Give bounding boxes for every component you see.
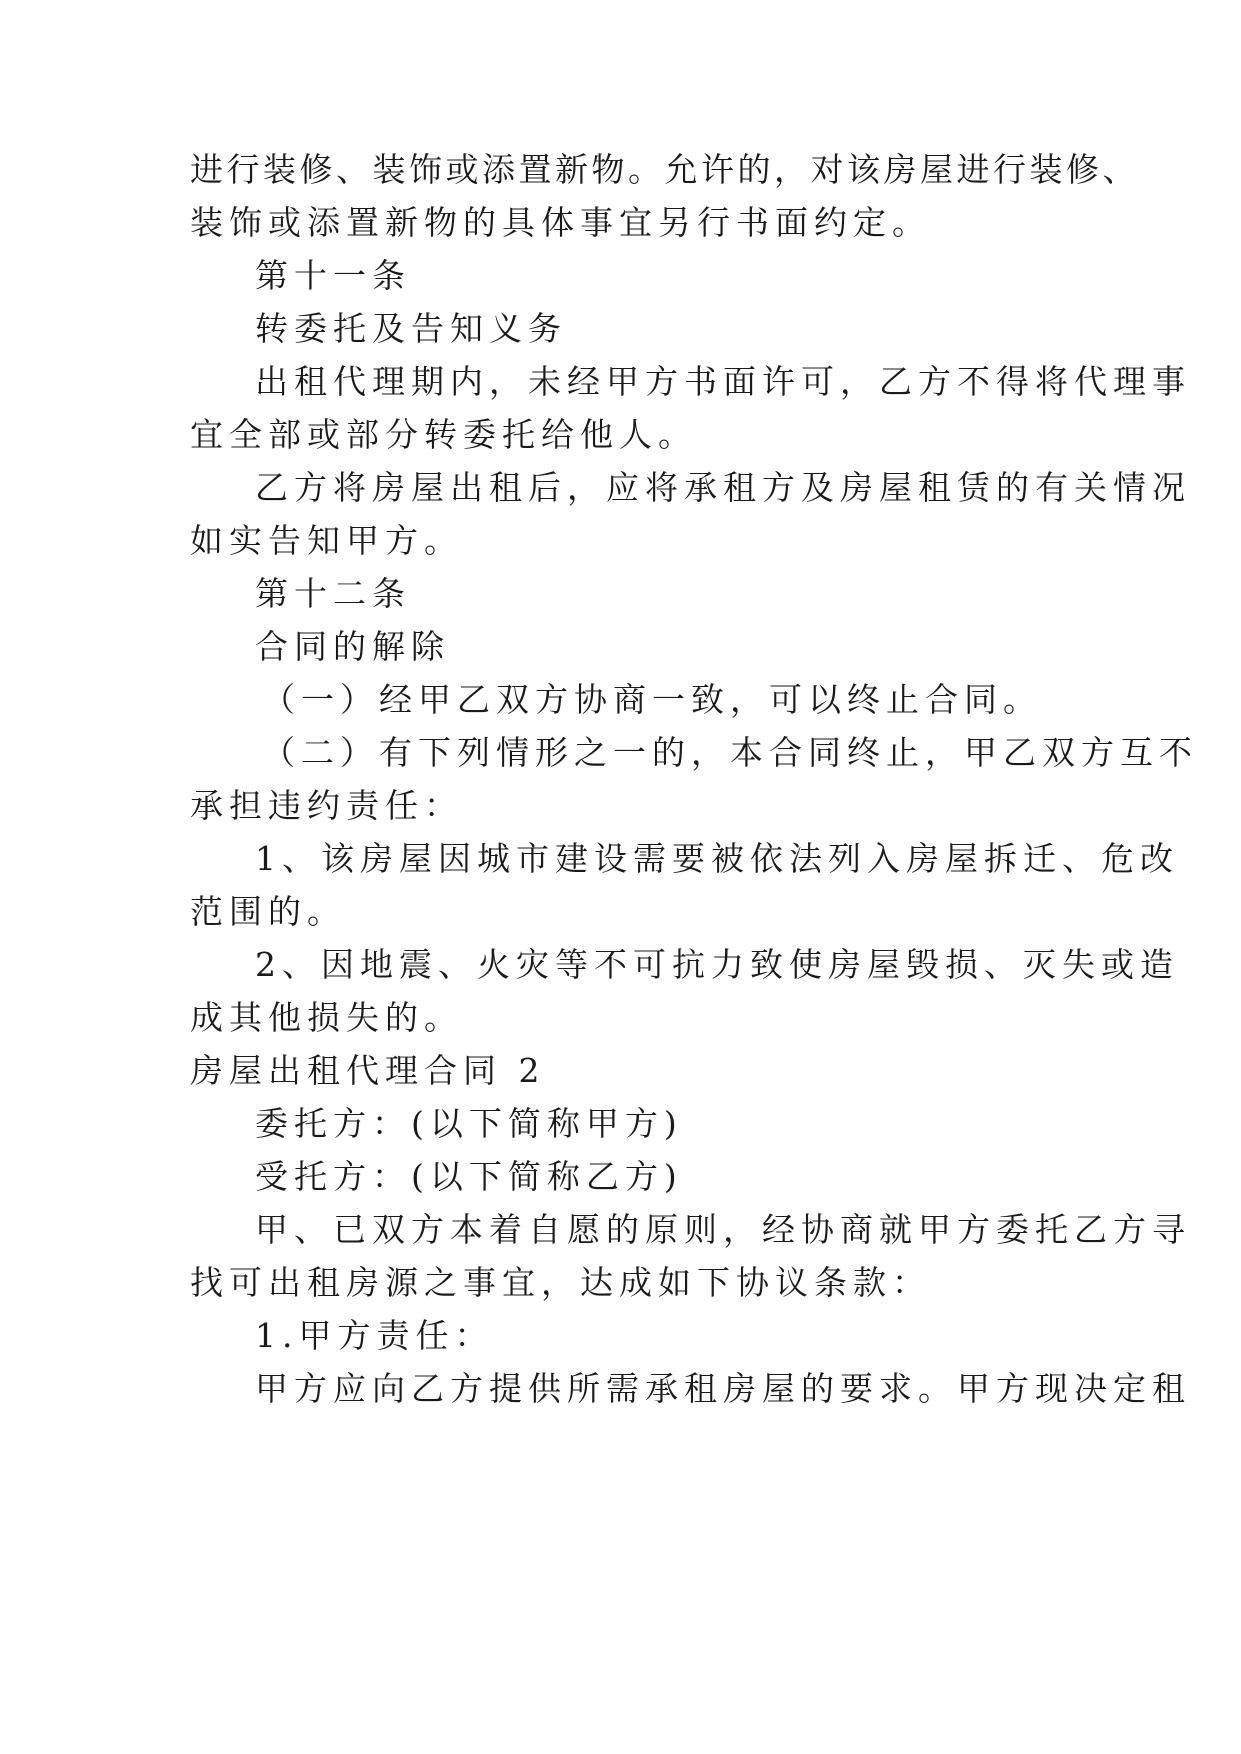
paragraph-line: 范围的。 xyxy=(190,892,346,931)
paragraph-line: 承担违约责任： xyxy=(190,786,463,825)
paragraph-line: 乙方将房屋出租后，应将承租方及房屋租赁的有关情况 xyxy=(255,468,1191,507)
list-item: （一）经甲乙双方协商一致，可以终止合同。 xyxy=(262,680,1042,719)
list-item: 2、因地震、火灾等不可抗力致使房屋毁损、灭失或造 xyxy=(255,945,1179,984)
list-item: 1、该房屋因城市建设需要被依法列入房屋拆迁、危改 xyxy=(255,839,1179,878)
section-heading: 房屋出租代理合同 2 xyxy=(190,1051,546,1090)
paragraph-line: 甲、已双方本着自愿的原则，经协商就甲方委托乙方寻 xyxy=(255,1210,1191,1249)
article-title: 合同的解除 xyxy=(255,627,450,666)
article-number: 第十一条 xyxy=(255,256,411,295)
paragraph-line: 成其他损失的。 xyxy=(190,998,463,1037)
party-line: 受托方：(以下简称乙方) xyxy=(255,1157,683,1196)
paragraph-line: 出租代理期内，未经甲方书面许可，乙方不得将代理事 xyxy=(255,362,1191,401)
paragraph-line: 宜全部或部分转委托给他人。 xyxy=(190,415,697,454)
list-item: （二）有下列情形之一的，本合同终止，甲乙双方互不 xyxy=(262,733,1198,772)
paragraph-line: 装饰或添置新物的具体事宜另行书面约定。 xyxy=(190,203,931,242)
article-number: 第十二条 xyxy=(255,574,411,613)
paragraph-line: 找可出租房源之事宜，达成如下协议条款： xyxy=(190,1263,931,1302)
paragraph-line: 进行装修、装饰或添置新物。允许的，对该房屋进行装修、 xyxy=(190,150,1139,189)
paragraph-line: 甲方应向乙方提供所需承租房屋的要求。甲方现决定租 xyxy=(255,1369,1191,1408)
article-title: 转委托及告知义务 xyxy=(255,309,567,348)
clause-heading: 1.甲方责任： xyxy=(255,1316,494,1355)
paragraph-line: 如实告知甲方。 xyxy=(190,521,463,560)
party-line: 委托方：(以下简称甲方) xyxy=(255,1104,683,1143)
